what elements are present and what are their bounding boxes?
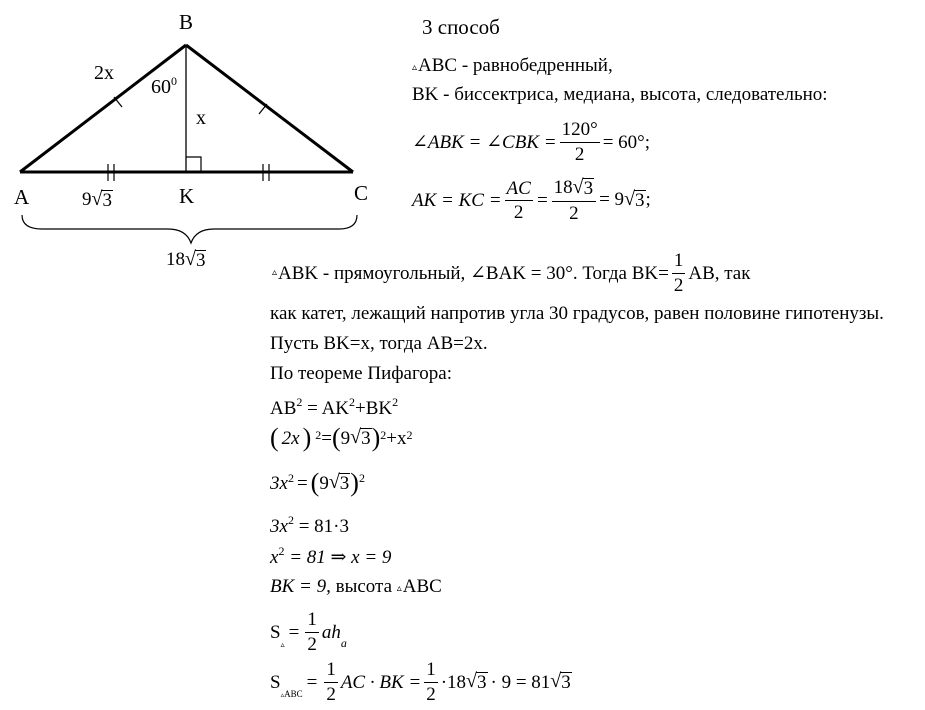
line-bisector: BK - биссектриса, медиана, высота, следовательно:: [412, 84, 828, 105]
angle-degree: 0: [171, 74, 177, 88]
eq5-eq: =: [296, 472, 308, 494]
half-den: 2: [673, 274, 684, 296]
equation-area-result: [270, 660, 572, 705]
line-right-triangle: [272, 251, 750, 296]
side-bc: [186, 45, 353, 172]
vertex-a-label: A: [14, 185, 30, 209]
method-heading: 3 способ: [422, 15, 500, 39]
eq-angles-lhs: ∠ABK = ∠CBK =: [412, 131, 557, 153]
eq3-exp-3: 2: [392, 395, 399, 409]
eq-seg-lhs: AK = KC =: [412, 190, 502, 212]
segment-ak-label: [82, 190, 113, 211]
eq4-x: +x: [386, 427, 407, 449]
eq10-num-2: 1: [424, 660, 438, 683]
eq-seg-den-2: 2: [569, 202, 579, 224]
eq-seg-rhs-prefix: = 9: [599, 189, 625, 211]
eq9-fraction: [305, 610, 319, 655]
eq10-sub: [281, 690, 303, 699]
eq10-eq: =: [306, 671, 318, 693]
triangle-icon: ▵: [272, 267, 278, 279]
eq9-sub: a: [340, 635, 347, 650]
eq5-exp-2: 2: [358, 471, 365, 485]
half-fraction: [672, 251, 686, 296]
eq9-s: S: [270, 621, 281, 643]
line-bk-height: [270, 577, 442, 596]
eq10-s: S: [270, 671, 281, 693]
angle-label: [151, 75, 177, 97]
segment-ac-sqrt: √ 3: [185, 248, 206, 271]
eq-seg-fraction-2: [552, 178, 596, 224]
eq8-abc: ABC: [402, 576, 442, 597]
eq5-sqrt: √ 3: [328, 470, 350, 494]
line-right-triangle-tail: AB, так: [688, 262, 751, 284]
eq3-bk: +BK: [355, 398, 393, 419]
eq10-fraction-2: [424, 660, 438, 705]
eq9-num: 1: [305, 610, 319, 633]
eq-seg-den-1: 2: [513, 202, 524, 224]
eq5-paren-close: ): [350, 468, 359, 497]
eq10-sqrt-1: √ 3: [466, 669, 487, 693]
eq10-tail-b: · 9 = 81: [490, 671, 551, 693]
eq10-mid: AC · BK =: [340, 671, 422, 693]
eq8-bk: BK = 9,: [270, 576, 331, 597]
eq-seg-rhs-end: ;: [645, 189, 651, 211]
side-ab-label: 2x: [94, 62, 114, 84]
eq10-tail-a: ·18: [440, 671, 467, 693]
eq4-exp-3: 2: [406, 428, 413, 442]
eq-angles-rhs: = 60°;: [602, 131, 651, 153]
triangle-icon: ▵: [280, 639, 285, 649]
eq3-ab: AB: [270, 398, 297, 419]
eq9-ah: ah: [321, 621, 341, 643]
segment-ak-coef: 9: [82, 189, 92, 210]
line-pythagoras: По теореме Пифагора:: [270, 363, 453, 384]
segment-ak-sqrt: √ 3: [91, 188, 112, 211]
eq4-exp-2: 2: [380, 428, 387, 442]
eq6-3x: 3x: [270, 516, 288, 537]
eq8-text: высота: [335, 576, 392, 597]
line-right-triangle-text: ABK - прямоугольный, ∠BAK = 30°. Тогда BK=: [278, 262, 669, 284]
line-isosceles-text: ABC - равнобедренный,: [418, 55, 613, 76]
eq-seg-num-2-sqrt: √ 3: [572, 176, 594, 199]
triangle-icon: ▵: [396, 583, 402, 594]
equation-pythagoras: [270, 396, 398, 418]
altitude-label: x: [196, 107, 206, 129]
eq-seg-num-2-coef: 18: [553, 177, 573, 198]
eq7-exp: 2: [278, 544, 285, 558]
brace-ac: [22, 215, 357, 243]
line-leg-reason: как катет, лежащий напротив угла 30 градусов, равен половине гипотенузы.: [270, 303, 884, 324]
eq-seg-num-2: [552, 178, 596, 202]
eq-angles-den: 2: [574, 143, 585, 165]
eq10-den-2: 2: [426, 683, 436, 705]
eq4-paren-close-1: ): [302, 423, 312, 452]
eq6-exp: 2: [287, 513, 294, 527]
triangle-figure: [0, 0, 400, 280]
half-num: 1: [672, 251, 686, 274]
eq4-sqrt: √ 3: [350, 425, 371, 449]
right-angle-mark: [186, 157, 201, 172]
eq4-paren-close-2: ): [371, 423, 381, 452]
eq-seg-equals: =: [535, 190, 549, 212]
eq10-num-1: 1: [324, 660, 338, 683]
eq9-eq: =: [288, 621, 300, 643]
eq10-rad-2: 3: [561, 671, 571, 693]
eq5-exp-1: 2: [287, 471, 294, 485]
eq10-sqrt-2: √ 3: [550, 669, 571, 693]
line-let-x: Пусть BK=x, тогда AB=2x.: [270, 333, 488, 354]
eq3-exp-1: 2: [296, 395, 303, 409]
eq-angles-fraction: [560, 120, 600, 165]
eq4-coef: 9: [340, 427, 351, 449]
eq5-rad: 3: [339, 472, 350, 494]
eq-angles-num: 120°: [560, 120, 600, 143]
eq10-sub-abc: ABC: [284, 688, 303, 699]
eq4-2x: 2x: [281, 427, 300, 449]
eq4-paren-open-2: (: [332, 423, 341, 452]
angle-value: 60: [151, 76, 171, 98]
eq3-ak: = AK: [307, 398, 350, 419]
eq4-rad: 3: [361, 427, 371, 449]
eq-seg-num-2-rad: 3: [583, 178, 594, 199]
eq5-coef: 9: [319, 472, 329, 494]
eq10-sub-tri: ▵: [280, 690, 285, 699]
equation-angles: [412, 120, 650, 165]
eq5-3x: 3x: [270, 472, 288, 494]
segment-ak-rad: 3: [102, 190, 112, 211]
eq-seg-num-1: AC: [505, 179, 533, 202]
eq-seg-rhs-sqrt: √ 3: [624, 188, 645, 212]
segment-ac-coef: 18: [166, 249, 185, 270]
eq4-exp-1: 2: [315, 428, 322, 442]
equation-substitute: [270, 425, 413, 451]
eq10-rad-1: 3: [477, 671, 487, 693]
eq-seg-rhs: [599, 190, 651, 211]
eq9-den: 2: [307, 633, 317, 655]
triangle-icon: ▵: [412, 62, 418, 73]
eq4-eq: =: [321, 427, 332, 449]
equation-81x3: [270, 514, 349, 536]
eq10-fraction-1: [324, 660, 338, 705]
segment-ac-label: [166, 250, 206, 271]
equation-3x2: [270, 470, 365, 496]
vertex-c-label: C: [354, 181, 369, 205]
equation-segments: [412, 178, 651, 224]
segment-ac-rad: 3: [195, 250, 206, 271]
eq3-exp-2: 2: [349, 395, 356, 409]
eq-seg-fraction-1: [505, 179, 533, 224]
eq10-den-1: 2: [326, 683, 336, 705]
line-isosceles: [412, 56, 613, 75]
eq-seg-rhs-rad: 3: [635, 190, 645, 212]
foot-k-label: K: [179, 184, 195, 208]
equation-x-solution: [270, 545, 391, 567]
eq5-paren-open: (: [310, 468, 320, 497]
vertex-b-label: B: [179, 10, 194, 34]
eq4-paren-open-1: (: [270, 423, 279, 452]
equation-area-formula: [270, 610, 347, 655]
eq7-rhs: = 81 ⇒ x = 9: [289, 547, 392, 568]
eq6-rhs: = 81·3: [298, 516, 349, 537]
tick-bc: [259, 104, 267, 114]
eq7-x: x: [270, 547, 279, 568]
